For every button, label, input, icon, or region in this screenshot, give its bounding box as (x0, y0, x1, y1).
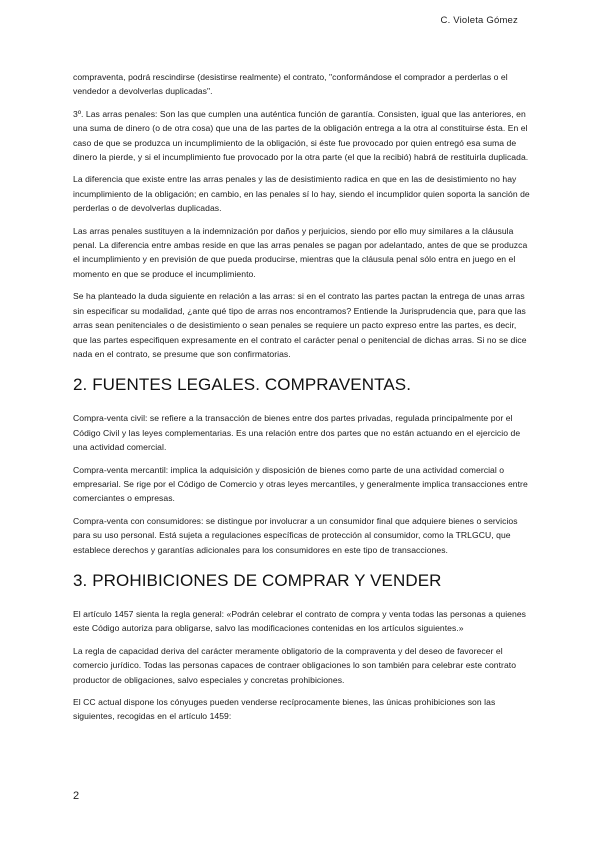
paragraph-diferencia: La diferencia que existe entre las arras penales y las de desistimiento radica en que en las de desistimiento no hay incumplimiento de la obligación; en cambio, en las penales sí lo hay, siendo el incumplidor quien soporta la sanción de perderlas o de devolverlas duplicadas. (73, 174, 530, 214)
paragraph-arras-penales: 3º. Las arras penales: Son las que cumplen una auténtica función de garantía. Consisten, igual que las anteriores, en una suma de dinero (o de otra cosa) que una de las partes de la obligación entrega a la otra al constituirse ésta. En el caso de que se produzca un incumplimiento de la obligación, si éste fue provocado por quien entregó esa suma de dinero la pierde, y si el incumplimiento fue provocado por la otra parte (el que la recibió) habrá de restituirla duplicada. (73, 108, 529, 163)
header-author: C. Violeta Gómez (440, 15, 518, 26)
page-content (73, 70, 530, 732)
paragraph-compraventa-consumidores: Compra-venta con consumidores: se distingue por involucrar a un consumidor final que adquiere bienes o servicios para su uso personal. Está sujeta a regulaciones específicas de protección al consumidor, como la TRLGCU, que establece derechos y garantías adicionales para los consumidores en este tipo de transacciones. (73, 515, 518, 555)
section-heading-prohibiciones: 3. PROHIBICIONES DE COMPRAR Y VENDER (73, 570, 442, 590)
section-heading-fuentes-legales: 2. FUENTES LEGALES. COMPRAVENTAS. (73, 375, 412, 395)
paragraph-articulo-1459: El CC actual dispone los cónyuges pueden venderse recíprocamente bienes, las únicas prohibiciones son las siguientes, recogidas en el artículo 1459: (73, 697, 496, 722)
paragraph-arras-desistimiento-end: compraventa, podrá rescindirse (desistirse realmente) el contrato, "conformándose el comprador a perderlas o el vendedor a devolverlas duplicadas". (73, 72, 508, 97)
paragraph-compraventa-mercantil: Compra-venta mercantil: implica la adquisición y disposición de bienes como parte de una actividad comercial o empresarial. Se rige por el Código de Comercio y otras leyes mercantiles, y generalmente implica transacciones entre comerciantes o empresas. (73, 464, 528, 504)
paragraph-duda-arras: Se ha planteado la duda siguiente en relación a las arras: si en el contrato las partes pactan la entrega de unas arras sin especificar su modalidad, ¿ante qué tipo de arras nos encontramos? Entiende la Jurisprudencia que, para que las arras sean penitenciales o de desistimiento o sean penales se requiere un pacto expreso entre las partes, es decir, que las partes especifiquen expresamente en el contrato el carácter penal o penitencial de dichas arras. Si no se dice nada en el contrato, se presume que son confirmatorias. (73, 291, 527, 359)
page-number: 2 (73, 790, 80, 802)
paragraph-compraventa-civil: Compra-venta civil: se refiere a la transacción de bienes entre dos partes privadas, regulada principalmente por el Código Civil y las leyes complementarias. Es una relación entre dos partes que no están actuando en el ejercicio de una actividad comercial. (73, 413, 521, 453)
paragraph-sustitucion-indemnizacion: Las arras penales sustituyen a la indemnización por daños y perjuicios, siendo por ello muy similares a la cláusula penal. La diferencia entre ambas reside en que las arras penales se pagan por adelantado, antes de que se produzca el incumplimiento y en previsión de que pueda producirse, mientras que la cláusula penal sólo entra en juego en el momento en que se produce el incumplimiento. (73, 225, 528, 279)
paragraph-articulo-1457: El artículo 1457 sienta la regla general: «Podrán celebrar el contrato de compra y venta todas las personas a quienes este Código autoriza para obligarse, salvo las modificaciones contenidas en los artículos siguientes.» (73, 608, 526, 634)
paragraph-regla-capacidad: La regla de capacidad deriva del carácter meramente obligatorio de la compraventa y del deseo de favorecer el comercio jurídico. Todas las personas capaces de contraer obligaciones lo son también para celebrar este contrato productor de obligaciones, salvo especiales y concretas prohibiciones. (73, 645, 517, 685)
